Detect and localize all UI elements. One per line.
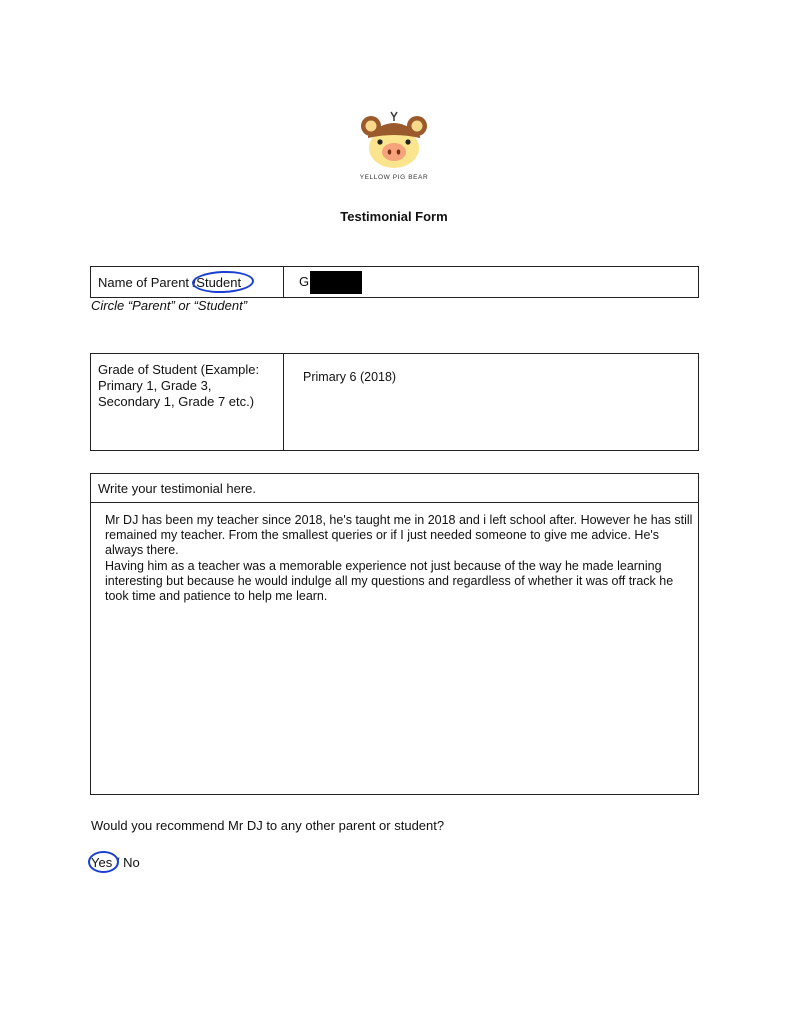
redaction-block xyxy=(310,271,362,294)
testimonial-paragraph: Mr DJ has been my teacher since 2018, he's taught me in 2018 and i left school after. However he has still remained my teacher. From the smallest queries or if I just needed someone to give me advice. He's always there. xyxy=(105,513,693,558)
name-value-cell[interactable] xyxy=(284,267,699,298)
testimonial-body[interactable] xyxy=(91,503,699,795)
testimonial-paragraph: Having him as a teacher was a memorable experience not just because of the way he made learning interesting but because he would indulge all my questions and regardless of whether it was off track he took time and patience to help me learn. xyxy=(105,558,674,604)
grade-value[interactable]: Primary 6 (2018) xyxy=(284,354,699,451)
form-title: Testimonial Form xyxy=(340,209,448,224)
name-label-prefix: Name of Parent / xyxy=(98,274,197,290)
brand-name: YELLOW PIG BEAR xyxy=(359,174,429,181)
circle-instruction-note: Circle “Parent” or “Student” xyxy=(91,298,248,313)
name-table xyxy=(90,266,699,298)
option-no[interactable]: No xyxy=(123,855,140,870)
recommend-question: Would you recommend Mr DJ to any other parent or student? xyxy=(91,818,445,833)
grade-table xyxy=(90,353,699,451)
name-label-cell xyxy=(91,267,284,298)
recommend-options xyxy=(91,855,140,870)
testimonial-header: Write your testimonial here. xyxy=(91,474,699,503)
bear-pig-logo-icon xyxy=(358,108,430,170)
testimonial-table xyxy=(90,473,699,795)
option-separator: / xyxy=(115,855,120,870)
grade-label: Grade of Student (Example: Primary 1, Grade 3, Secondary 1, Grade 7 etc.) xyxy=(91,354,284,451)
option-yes[interactable]: Yes xyxy=(91,855,112,870)
name-label-student-circled: Student xyxy=(196,275,241,290)
name-value: G xyxy=(299,273,310,289)
